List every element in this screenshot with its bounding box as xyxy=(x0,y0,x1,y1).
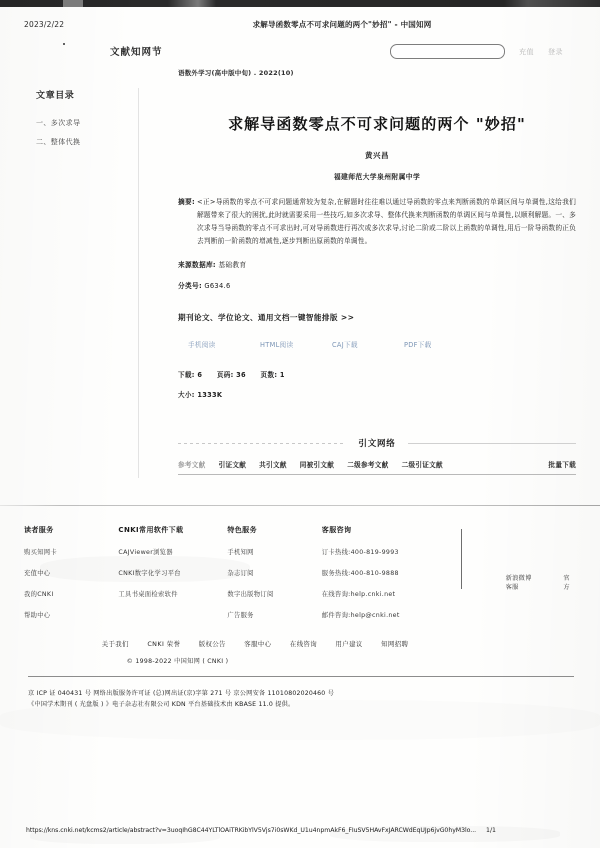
footer-nav-copyright-notice[interactable]: 版权公告 xyxy=(198,640,226,648)
footer-service-hotline: 服务热线:400-810-9888 xyxy=(321,570,399,577)
print-page-number: 1/1 xyxy=(486,827,496,834)
official-account-link[interactable]: 官方 xyxy=(563,575,570,591)
footer-heading-reader-services: 读者服务 xyxy=(24,526,54,534)
footer-nav-user-feedback[interactable]: 用户建议 xyxy=(335,640,363,648)
toc-list xyxy=(36,118,130,147)
scan-smudge xyxy=(30,828,220,844)
abstract-label: 摘要: xyxy=(178,198,195,206)
legal-line-1: 京 ICP 证 040431 号 网络出版服务许可证 (总)网出证(京)字第 271 号 京公网安备 11010802020460 号 xyxy=(28,690,334,697)
source-db-row xyxy=(178,259,576,269)
footer-social xyxy=(506,525,600,619)
footer-column-support xyxy=(322,525,431,619)
toc-item-1[interactable]: 一、多次求导 xyxy=(36,119,81,127)
footer-link-advertising[interactable]: 广告服务 xyxy=(227,612,254,619)
citation-network-title: 引文网络 xyxy=(358,439,396,450)
print-date: 2023/2/22 xyxy=(24,20,65,29)
article-toc xyxy=(36,88,139,478)
footer-online-support[interactable]: 在线咨询:help.cnki.net xyxy=(321,591,396,598)
footer-copyright: © 1998-2022 中国知网 ( CNKI ) xyxy=(126,658,229,665)
class-no-label: 分类号: xyxy=(178,282,202,291)
scan-dot-artifact xyxy=(63,43,65,45)
mobile-read-link[interactable]: 手机阅读 xyxy=(188,341,216,350)
header-link-recharge[interactable]: 充值 xyxy=(519,47,534,56)
legal-line-2: 《中国学术期刊 ( 光盘版 ) 》电子杂志社有限公司 KDN 平台基础技术由 KBASE 11.0 提供。 xyxy=(28,701,295,709)
article-size: 大小: 1333K xyxy=(178,391,223,400)
search-input[interactable] xyxy=(391,52,504,65)
footer-email-support[interactable]: 邮件咨询:help@cnki.net xyxy=(321,612,400,619)
source-db-label: 来源数据库: xyxy=(178,261,216,270)
article-title: 求解导函数零点不可求问题的两个 "妙招" xyxy=(228,115,526,133)
stat-downloads: 下载: 6 xyxy=(178,371,203,380)
print-header xyxy=(0,19,600,30)
tab-references[interactable]: 参考文献 xyxy=(178,461,206,470)
pdf-download-link[interactable]: PDF下载 xyxy=(404,341,432,350)
footer-link-desktop-search[interactable]: 工具书桌面检索软件 xyxy=(118,591,178,598)
citation-network xyxy=(178,437,576,475)
rule-left xyxy=(178,443,346,444)
article-meta xyxy=(178,196,576,290)
scanner-edge-artifact xyxy=(0,0,600,7)
site-header xyxy=(0,40,600,70)
header-search-area xyxy=(390,44,563,59)
footer-link-digital-sub[interactable]: 数字出版物订阅 xyxy=(227,591,274,598)
print-url: https://kns.cnki.net/kcms2/article/abstract?v=3uoqIhG8C44YLTlOAiTRKibYlV5Vjs7i0sWKd_U1u4npmAkF6_FIuSV5HAvFxJARCWdEqUJp6jvG0hyM3lo... xyxy=(26,827,477,834)
batch-download-button[interactable]: 批量下载 xyxy=(548,461,576,470)
class-no-value[interactable]: G634.6 xyxy=(204,282,231,291)
source-db-value[interactable]: 基础教育 xyxy=(218,261,247,270)
search-box[interactable] xyxy=(390,44,505,59)
footer-nav-honors[interactable]: CNKI 荣誉 xyxy=(147,640,181,648)
footer-link-recharge-center[interactable]: 充值中心 xyxy=(24,570,51,577)
footer-link-buy-card[interactable]: 购买知网卡 xyxy=(24,549,57,556)
footer-heading-featured: 特色服务 xyxy=(227,526,257,534)
print-page-title: 求解导函数零点不可求问题的两个"妙招" - 中国知网 xyxy=(252,20,432,29)
class-no-row xyxy=(178,280,576,290)
abstract-row xyxy=(178,196,576,248)
toc-item-2[interactable]: 二、整体代换 xyxy=(36,138,81,146)
footer-card-hotline: 订卡热线:400-819-9993 xyxy=(321,549,399,556)
article-stats xyxy=(178,369,576,379)
article-author[interactable]: 黄兴昌 xyxy=(365,151,389,160)
stat-page-no: 页码: 36 xyxy=(216,371,246,380)
footer-link-my-cnki[interactable]: 我的CNKI xyxy=(24,591,54,598)
footer-heading-support: 客服咨询 xyxy=(321,526,352,534)
footer-nav xyxy=(0,639,600,648)
footer-nav-careers[interactable]: 知网招聘 xyxy=(381,640,409,648)
footer-link-mobile-cnki[interactable]: 手机知网 xyxy=(227,549,254,556)
download-links xyxy=(178,339,576,349)
footer-vertical-divider xyxy=(461,529,462,589)
footer-nav-about[interactable]: 关于我们 xyxy=(101,640,129,648)
tab-secondary-citations[interactable]: 二级引证文献 xyxy=(401,461,443,470)
footer-heading-software: CNKI常用软件下载 xyxy=(118,526,184,534)
caj-download-link[interactable]: CAJ下载 xyxy=(332,341,358,350)
tab-co-citations[interactable]: 共引文献 xyxy=(259,461,287,470)
toc-title: 文章目录 xyxy=(36,91,75,101)
stat-page-count: 页数: 1 xyxy=(260,371,285,380)
rule-right xyxy=(408,443,576,444)
article-affiliation[interactable]: 福建师范大学泉州附属中学 xyxy=(333,173,421,181)
header-link-login[interactable]: 登录 xyxy=(548,47,563,56)
typesetting-promo-link[interactable]: 期刊论文、学位论文、通用文档一键智能排版 >> xyxy=(178,313,355,323)
footer-nav-service-center[interactable]: 客服中心 xyxy=(244,640,272,648)
content-footer-separator xyxy=(0,505,600,506)
abstract-text: <正>导函数的零点不可求问题通常较为复杂,在解题时往往难以通过导函数的零点来判断函数的单调区间与单调性,这给我们解题带来了很大的困扰,此时就需要采用一些技巧,如多次求导、整体代换来判断函数的单调区间与单调性,以顺利解题。一、多次求导当导函数的零点不可求出时,可对导函数进行再次或多次求导,讨论二阶或二阶以上函数的单调性,用后一阶导函数的正负去判断前一阶函数的增减性,逐步判断出原函数的单调性。 xyxy=(196,198,576,246)
scan-smudge xyxy=(330,826,560,842)
citation-network-header xyxy=(178,437,576,449)
footer-horizontal-rule xyxy=(28,676,574,677)
article-main xyxy=(178,68,576,475)
tab-secondary-references[interactable]: 二级参考文献 xyxy=(347,461,389,470)
footer-link-cajviewer[interactable]: CAJViewer浏览器 xyxy=(118,549,173,556)
site-brand[interactable]: 文献知网节 xyxy=(110,47,163,58)
journal-info[interactable]: 语数外学习(高中版中旬) . 2022(10) xyxy=(178,69,294,77)
footer-link-learning-platform[interactable]: CNKI数字化学习平台 xyxy=(118,570,181,577)
scan-smudge xyxy=(40,556,250,582)
html-read-link[interactable]: HTML阅读 xyxy=(260,341,294,350)
citation-tabs xyxy=(178,459,576,475)
site-footer xyxy=(0,525,600,711)
scan-smudge xyxy=(0,700,600,740)
tab-co-cited[interactable]: 同被引文献 xyxy=(299,461,335,470)
footer-link-help-center[interactable]: 帮助中心 xyxy=(24,612,51,619)
tab-citations[interactable]: 引证文献 xyxy=(218,461,247,470)
weibo-support-link[interactable]: 新浪微博客服 xyxy=(505,575,532,591)
footer-link-magazine-sub[interactable]: 杂志订阅 xyxy=(227,570,254,577)
footer-nav-online-support[interactable]: 在线咨询 xyxy=(289,640,318,648)
